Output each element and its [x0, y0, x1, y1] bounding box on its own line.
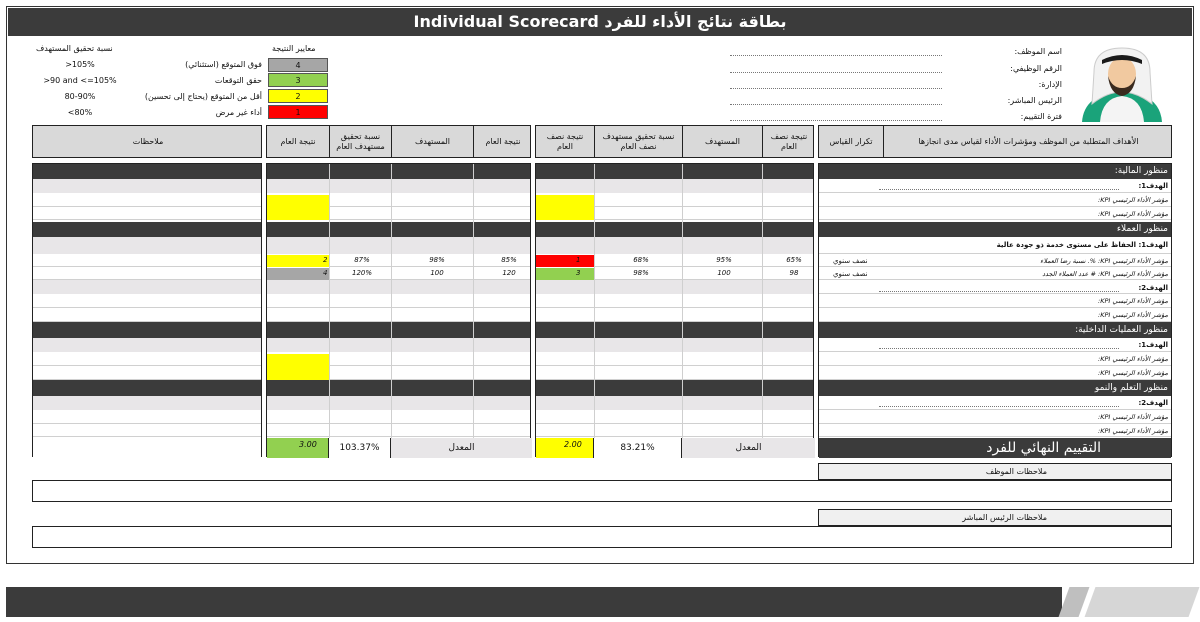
- goal-band: [33, 280, 261, 294]
- year-score-cell-gray: [267, 268, 329, 280]
- goal-band: [267, 179, 530, 193]
- half-score-cell[interactable]: [536, 195, 594, 220]
- section-band: [267, 322, 530, 338]
- kpi-label: مؤشر الأداء الرئيسي KPI:: [1097, 196, 1168, 204]
- section-band: [267, 380, 530, 396]
- notes-row[interactable]: [33, 267, 261, 280]
- header-goals-group: [818, 125, 1172, 158]
- kpi2-year-result: 120: [502, 269, 516, 277]
- legend-score-2: 2: [268, 89, 328, 103]
- kpi-label: مؤشر الأداء الرئيسي KPI:: [1097, 297, 1168, 305]
- legend-range-1: <80%: [67, 108, 93, 117]
- half-avg-label-cell: [682, 438, 815, 458]
- section-band: [536, 322, 813, 338]
- employee-name-label: اسم الموظف:: [1014, 47, 1062, 56]
- goal-band: [267, 396, 530, 410]
- data-row: [536, 352, 813, 366]
- column-divider: [682, 164, 683, 456]
- section-band: [536, 380, 813, 396]
- section-band: [536, 222, 813, 237]
- data-row: [536, 410, 813, 424]
- header-goals: الأهداف المتطلبة من الموظف ومؤشرات الأداء لقياس مدى انجازها: [883, 126, 1173, 157]
- notes-row[interactable]: [33, 366, 261, 380]
- column-divider: [391, 164, 392, 456]
- year-panel: [266, 163, 531, 457]
- final-rating-row: [819, 438, 1171, 458]
- goal-band: [33, 179, 261, 193]
- header-year-result: نتيجة العام: [473, 126, 532, 157]
- kpi2-half-score: 3: [576, 269, 581, 277]
- year-score-cell[interactable]: [267, 195, 329, 220]
- manager-notes-label: ملاحظات الرئيس المباشر: [962, 513, 1047, 522]
- header-year-target: المستهدف: [391, 126, 473, 157]
- kpi2-half-target: 100: [717, 269, 731, 277]
- customer-goal-label: الهدف1: الحفاظ على مستوى خدمة ذو جودة عالية: [996, 241, 1168, 249]
- notes-row[interactable]: [33, 207, 261, 220]
- section-band: [33, 222, 261, 237]
- half-final-score-value: 2.00: [564, 440, 582, 449]
- section-band: [33, 322, 261, 338]
- data-row: [267, 410, 530, 424]
- header-half-year-group: [535, 125, 814, 158]
- column-divider: [762, 164, 763, 456]
- data-row: [536, 308, 813, 322]
- section-internal: منظور العمليات الداخلية:: [819, 322, 1171, 338]
- legend-score-1: 1: [268, 105, 328, 119]
- goal-band: [536, 280, 813, 294]
- data-row: [267, 308, 530, 322]
- goal-band: [33, 396, 261, 410]
- notes-row[interactable]: [33, 254, 261, 267]
- manager-label: الرئيس المباشر:: [1007, 96, 1062, 105]
- legend-score-4: 4: [268, 58, 328, 72]
- period-field[interactable]: [730, 120, 942, 121]
- header-half-score: نتيجة نصف العام: [546, 131, 584, 151]
- half-final-score: [536, 438, 594, 458]
- employee-id-field[interactable]: [730, 72, 942, 73]
- year-score-cell[interactable]: [267, 354, 329, 380]
- footer-stripe: [1059, 587, 1090, 617]
- kpi-new-customers-label: مؤشر الأداء الرئيسي KPI: # عدد العملاء الجدد: [1042, 270, 1168, 278]
- header-notes-group: [32, 125, 262, 158]
- notes-row[interactable]: [33, 294, 261, 308]
- goal-row: [819, 396, 1171, 410]
- department-label: الإدارة:: [1038, 80, 1062, 89]
- notes-footer: [33, 438, 261, 458]
- goal-label: الهدف1:: [1138, 341, 1168, 349]
- section-band: [267, 164, 530, 179]
- year-final-score-value: 3.00: [299, 440, 317, 449]
- goal-field: [879, 291, 1119, 292]
- section-band: [33, 380, 261, 396]
- kpi1-year-score: 2: [323, 256, 328, 264]
- notes-row[interactable]: [33, 308, 261, 322]
- legend-label-1: أداء غير مرض: [215, 108, 262, 117]
- goals-panel: [818, 163, 1172, 457]
- department-field[interactable]: [730, 88, 942, 89]
- kpi-label: مؤشر الأداء الرئيسي KPI:: [1097, 355, 1168, 363]
- footer-band: [6, 587, 1062, 617]
- header-half-achievement: نسبة تحقيق مستهدف نصف العام: [594, 126, 682, 157]
- year-avg-label-cell: [391, 438, 532, 458]
- goal-band: [33, 338, 261, 352]
- year-avg-value-cell: [329, 438, 391, 458]
- final-rating-label: التقييم النهائي للفرد: [986, 440, 1101, 456]
- legend-label-2: أقل من المتوقع (يحتاج إلى تحسين): [144, 92, 262, 101]
- half-avg-label: المعدل: [735, 443, 762, 453]
- section-band: [33, 164, 261, 179]
- legend-achievement-header: نسبة تحقيق المستهدف: [36, 44, 113, 53]
- data-row: [536, 294, 813, 308]
- header-half-result: نتيجة نصف العام: [762, 126, 815, 157]
- period-label: فترة التقييم:: [1020, 112, 1062, 121]
- data-row: [536, 366, 813, 380]
- goal-band: [267, 280, 530, 294]
- kpi-satisfaction-label: مؤشر الأداء الرئيسي KPI: %. نسبة رضا العملاء: [1040, 257, 1168, 265]
- employee-id-label: الرقم الوظيفي:: [1010, 64, 1062, 73]
- goal-field: [879, 406, 1119, 407]
- column-divider: [594, 164, 595, 456]
- kpi-label: مؤشر الأداء الرئيسي KPI:: [1097, 210, 1168, 218]
- manager-notes-header: [818, 509, 1172, 526]
- header-year-achievement: نسبة تحقيق مستهدف العام: [329, 126, 391, 157]
- goal-band: [536, 237, 813, 254]
- kpi2-half-result: 98: [789, 269, 799, 277]
- employee-name-field[interactable]: [730, 55, 942, 56]
- goal2-label: الهدف2:: [1138, 284, 1168, 292]
- header-notes: ملاحظات: [132, 136, 164, 146]
- half-score-cell-green: [536, 268, 594, 280]
- legend-range-3: >90 and <=105%: [43, 76, 117, 85]
- notes-panel: [32, 163, 262, 457]
- kpi1-year-result: 85%: [501, 256, 517, 264]
- data-row: [267, 294, 530, 308]
- section-learning: منظور التعلم والنمو: [819, 380, 1171, 396]
- header-frequency: تكرار القياس: [829, 136, 873, 146]
- goal-field: [879, 348, 1119, 349]
- notes-row[interactable]: [33, 193, 261, 207]
- employee-notes-label: ملاحظات الموظف: [985, 467, 1047, 476]
- goal-row: [819, 338, 1171, 352]
- kpi1-half-ach: 68%: [633, 256, 649, 264]
- goal-band: [267, 338, 530, 352]
- manager-field[interactable]: [730, 104, 942, 105]
- legend-score-3: 3: [268, 73, 328, 87]
- column-divider: [473, 164, 474, 456]
- legend-range-2: 80-90%: [64, 92, 96, 101]
- goal2-label: الهدف2:: [1138, 399, 1168, 407]
- legend-label-3: حقق التوقعات: [214, 76, 262, 85]
- notes-row[interactable]: [33, 352, 261, 366]
- kpi1-year-target: 98%: [429, 256, 445, 264]
- employee-notes-header: [818, 463, 1172, 480]
- year-score-cell-yellow: [267, 255, 329, 267]
- kpi2-half-ach: 98%: [633, 269, 649, 277]
- goal-row: [819, 179, 1171, 193]
- kpi-label: مؤشر الأداء الرئيسي KPI:: [1097, 413, 1168, 421]
- kpi-label: مؤشر الأداء الرئيسي KPI:: [1097, 311, 1168, 319]
- kpi1-half-result: 65%: [786, 256, 802, 264]
- section-band: [536, 164, 813, 179]
- employee-avatar: [1072, 42, 1172, 122]
- header-year-score: نتيجة العام: [280, 136, 316, 146]
- header-year-group: [266, 125, 531, 158]
- column-divider: [329, 164, 330, 456]
- footer-stripe: [1085, 587, 1200, 617]
- kpi2-year-score: 4: [323, 269, 328, 277]
- legend-criteria-header: معايير النتيجة: [272, 44, 316, 53]
- legend-label-4: فوق المتوقع (استثنائي): [185, 60, 262, 69]
- manager-notes-field[interactable]: [32, 526, 1172, 548]
- header-half-target: المستهدف: [682, 126, 762, 157]
- notes-row[interactable]: [33, 424, 261, 437]
- section-band: [267, 222, 530, 237]
- half-score-cell-red: [536, 255, 594, 267]
- kpi2-year-target: 100: [430, 269, 444, 277]
- kpi-label: مؤشر الأداء الرئيسي KPI:: [1097, 369, 1168, 377]
- kpi-label: مؤشر الأداء الرئيسي KPI:: [1097, 427, 1168, 435]
- employee-notes-field[interactable]: [32, 480, 1172, 502]
- legend-range-4: >105%: [65, 60, 95, 69]
- kpi-satisfaction-frequency: نصف سنوي: [833, 257, 868, 265]
- half-avg-value: 83.21%: [620, 443, 655, 453]
- data-row: [536, 424, 813, 437]
- kpi1-year-ach: 87%: [354, 256, 370, 264]
- notes-row[interactable]: [33, 410, 261, 424]
- kpi2-year-ach: 120%: [351, 269, 372, 277]
- goal-band: [536, 179, 813, 193]
- kpi-new-customers-frequency: نصف سنوي: [833, 270, 868, 278]
- page-title: بطاقة نتائج الأداء للفرد Individual Scorecard: [8, 8, 1192, 36]
- half-year-panel: [535, 163, 814, 457]
- goal-band: [536, 338, 813, 352]
- goal-label: الهدف1:: [1138, 182, 1168, 190]
- section-customers: منظور العملاء: [819, 222, 1171, 237]
- goal-field: [879, 189, 1119, 190]
- data-row: [267, 424, 530, 437]
- goal-band: [536, 396, 813, 410]
- year-avg-value: 103.37%: [339, 443, 380, 453]
- kpi1-half-score: 1: [576, 256, 581, 264]
- half-avg-value-cell: [594, 438, 682, 458]
- goal-band: [267, 237, 530, 254]
- section-financial: منظور المالية:: [819, 164, 1171, 179]
- year-final-score: [267, 438, 329, 458]
- year-avg-label: المعدل: [448, 443, 475, 453]
- kpi1-half-target: 95%: [716, 256, 732, 264]
- goal-band: [33, 237, 261, 254]
